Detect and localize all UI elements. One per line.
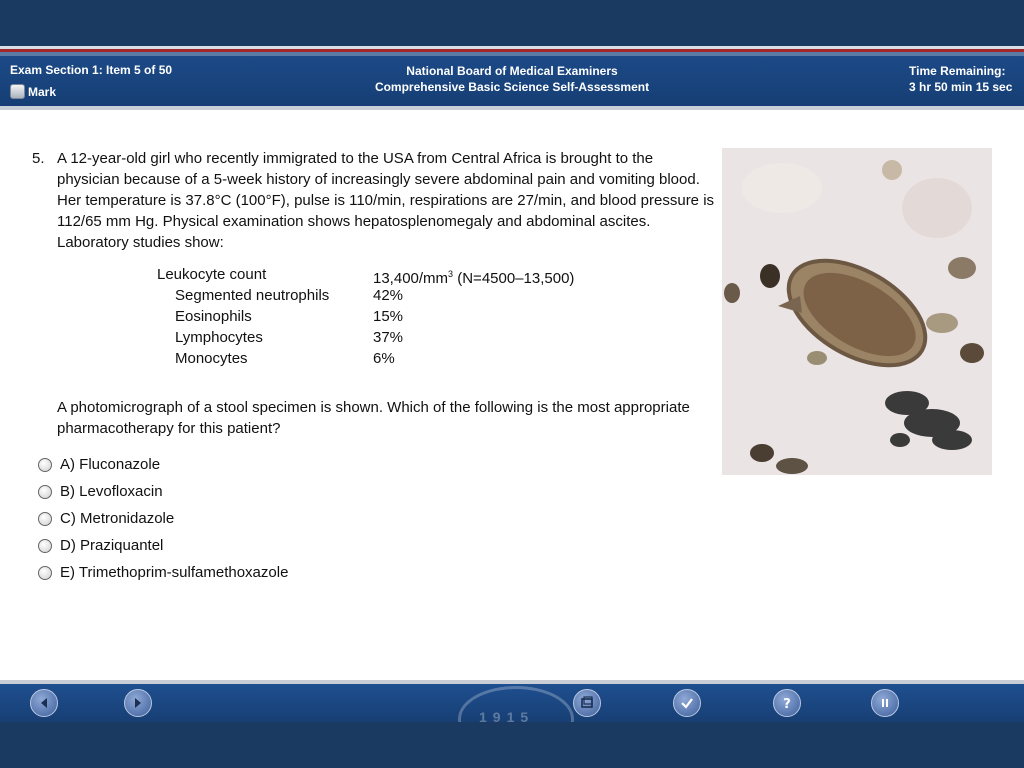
radio-button-icon[interactable] (38, 458, 52, 472)
svg-text:?: ? (783, 697, 791, 711)
header-stripes (0, 46, 1024, 56)
question-prompt: A photomicrograph of a stool specimen is shown. Which of the following is the most appropriate pharmacotherapy for this patient? (57, 399, 690, 437)
navigation-toolbar (0, 684, 1024, 722)
timer (909, 63, 1012, 95)
exam-title: Comprehensive Basic Science Self-Assessment (374, 80, 650, 94)
answer-option-d[interactable] (38, 532, 288, 559)
answer-option-b[interactable] (38, 478, 288, 505)
answer-label: D) Praziquantel (60, 537, 164, 554)
lab-values-button[interactable] (573, 689, 601, 717)
answer-label: E) Trimethoprim-sulfamethoxazole (60, 564, 289, 581)
review-button[interactable] (673, 689, 701, 717)
question-panel (0, 110, 1024, 680)
pause-button[interactable] (871, 689, 899, 717)
answer-option-c[interactable] (38, 505, 288, 532)
radio-button-icon[interactable] (38, 566, 52, 580)
org-title: National Board of Medical Examiners (406, 64, 618, 78)
pause-icon (877, 695, 893, 711)
help-icon (779, 695, 795, 711)
lab-value: $13,400/mm^3$ (N=4500–13,500) (373, 269, 575, 287)
lab-value: 42% (373, 287, 404, 304)
top-frame (0, 0, 1024, 46)
answer-label: C) Metronidazole (60, 510, 175, 527)
checkmark-icon (679, 695, 695, 711)
answer-option-a[interactable] (38, 451, 288, 478)
question-number: 5. (32, 150, 45, 167)
lab-label: Eosinophils (175, 308, 252, 325)
radio-button-icon[interactable] (38, 512, 52, 526)
answer-option-e[interactable] (38, 559, 288, 586)
arrow-right-icon (130, 695, 146, 711)
exam-header (0, 56, 1024, 106)
stool-photomicrograph (722, 148, 992, 475)
lab-value: 37% (373, 329, 404, 346)
radio-button-icon[interactable] (38, 485, 52, 499)
lab-label: Monocytes (175, 350, 248, 367)
lab-label: Segmented neutrophils (175, 287, 330, 304)
lab-value: 6% (373, 350, 395, 367)
help-button[interactable] (773, 689, 801, 717)
bottom-frame (0, 722, 1024, 768)
exam-title-block (0, 63, 1024, 95)
mark-label: Mark (28, 84, 57, 99)
nbme-seal-logo: 1915 (458, 686, 574, 722)
lab-values-icon (579, 695, 595, 711)
lab-label: Lymphocytes (175, 329, 263, 346)
answer-label: A) Fluconazole (60, 456, 161, 473)
arrow-left-icon (36, 695, 52, 711)
lab-value: 15% (373, 308, 404, 325)
radio-button-icon[interactable] (38, 539, 52, 553)
next-button[interactable] (124, 689, 152, 717)
time-value: 3 hr 50 min 15 sec (909, 80, 1013, 94)
previous-button[interactable] (30, 689, 58, 717)
time-label: Time Remaining: (909, 64, 1006, 78)
question-stem: A 12-year-old girl who recently immigrated to the USA from Central Africa is brought to the physician because of a 5-week history of increasingly severe abdominal pain and vomiting blood. Her temperature is 37.8°C (100°F), pulse is 110/min, respirations are 27/min, and blood pressure is 112/65 mm Hg. Physical examination shows hepatosplenomegaly and abdominal ascites. Laboratory studies show: (57, 150, 715, 251)
answer-choices (38, 451, 288, 586)
section-label: Exam Section 1: Item 5 of 50 (10, 63, 173, 77)
lab-label: Leukocyte count (157, 266, 267, 283)
answer-label: B) Levofloxacin (60, 483, 163, 500)
